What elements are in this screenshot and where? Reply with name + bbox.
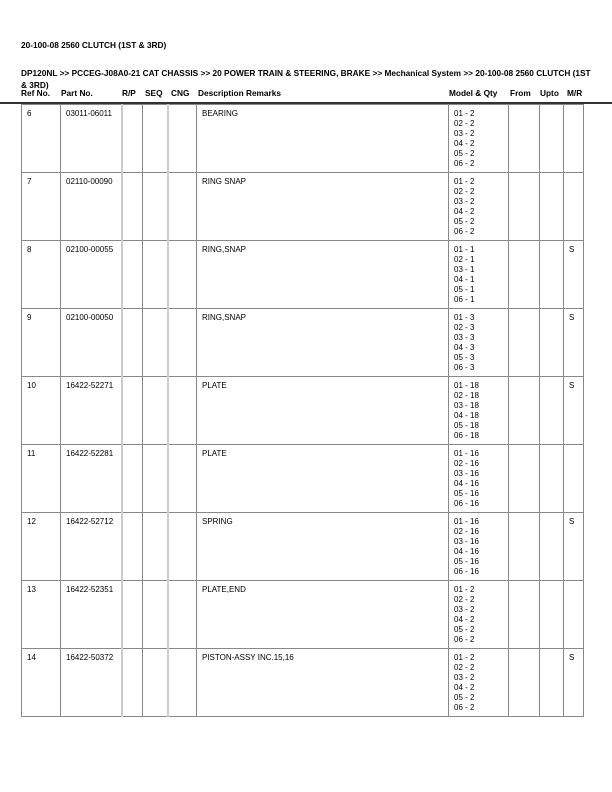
seq-cell xyxy=(143,513,168,581)
ref-cell: 14 xyxy=(22,649,61,717)
model-qty-line: 02 - 2 xyxy=(454,187,475,196)
mr-cell: S xyxy=(564,649,584,717)
model-qty-line: 02 - 2 xyxy=(454,663,475,672)
header-model: Model & Qty xyxy=(449,88,498,98)
model-qty-line: 02 - 16 xyxy=(454,459,479,468)
model-qty-line: 04 - 2 xyxy=(454,683,475,692)
rp-cell xyxy=(122,173,143,241)
description-cell: BEARING xyxy=(197,105,449,173)
from-cell xyxy=(509,377,540,445)
model-qty-line: 01 - 16 xyxy=(454,449,479,458)
header-rp: R/P xyxy=(122,88,136,98)
from-cell xyxy=(509,445,540,513)
model-qty-line: 01 - 1 xyxy=(454,245,475,254)
cng-cell xyxy=(168,581,197,649)
seq-cell xyxy=(143,105,168,173)
mr-cell: S xyxy=(564,513,584,581)
model-qty-line: 03 - 16 xyxy=(454,469,479,478)
model-qty-line: 01 - 16 xyxy=(454,517,479,526)
description-cell: PLATE xyxy=(197,445,449,513)
from-cell xyxy=(509,581,540,649)
part-no-cell: 02100-00050 xyxy=(61,309,122,377)
cng-cell xyxy=(168,309,197,377)
mr-cell: S xyxy=(564,309,584,377)
ref-cell: 9 xyxy=(22,309,61,377)
upto-cell xyxy=(540,445,564,513)
upto-cell xyxy=(540,241,564,309)
model-qty-line: 04 - 2 xyxy=(454,139,475,148)
mr-cell: S xyxy=(564,241,584,309)
seq-cell xyxy=(143,173,168,241)
rp-cell xyxy=(122,649,143,717)
model-qty-line: 06 - 2 xyxy=(454,227,475,236)
from-cell xyxy=(509,649,540,717)
model-qty-line: 03 - 18 xyxy=(454,401,479,410)
model-qty-line: 03 - 3 xyxy=(454,333,475,342)
table-row xyxy=(22,173,584,241)
mr-cell xyxy=(564,445,584,513)
upto-cell xyxy=(540,649,564,717)
part-no-cell: 03011-06011 xyxy=(61,105,122,173)
description-cell: PLATE xyxy=(197,377,449,445)
seq-cell xyxy=(143,241,168,309)
seq-cell xyxy=(143,309,168,377)
header-from: From xyxy=(510,88,531,98)
description-cell: PISTON-ASSY INC.15,16 xyxy=(197,649,449,717)
cng-cell xyxy=(168,445,197,513)
model-qty-line: 04 - 2 xyxy=(454,207,475,216)
model-qty-line: 01 - 2 xyxy=(454,653,475,662)
model-qty-line: 01 - 18 xyxy=(454,381,479,390)
upto-cell xyxy=(540,377,564,445)
model-qty-line: 05 - 2 xyxy=(454,217,475,226)
ref-cell: 8 xyxy=(22,241,61,309)
upto-cell xyxy=(540,309,564,377)
model-qty-line: 02 - 2 xyxy=(454,595,475,604)
model-qty-line: 05 - 2 xyxy=(454,625,475,634)
model-qty-line: 04 - 18 xyxy=(454,411,479,420)
header-cng: CNG xyxy=(171,88,190,98)
rp-cell xyxy=(122,309,143,377)
header-desc: Description Remarks xyxy=(198,88,282,98)
seq-cell xyxy=(143,377,168,445)
model-qty-cell xyxy=(449,581,509,649)
header-seq: SEQ xyxy=(145,88,163,98)
from-cell xyxy=(509,513,540,581)
header-upto: Upto xyxy=(540,88,559,98)
model-qty-line: 06 - 1 xyxy=(454,295,475,304)
model-qty-line: 04 - 1 xyxy=(454,275,475,284)
description-cell: SPRING xyxy=(197,513,449,581)
model-qty-line: 05 - 1 xyxy=(454,285,475,294)
description-cell: PLATE,END xyxy=(197,581,449,649)
model-qty-line: 03 - 2 xyxy=(454,605,475,614)
table-row xyxy=(22,649,584,717)
description-cell: RING SNAP xyxy=(197,173,449,241)
rp-cell xyxy=(122,581,143,649)
model-qty-line: 02 - 3 xyxy=(454,323,475,332)
table-row xyxy=(22,581,584,649)
model-qty-line: 01 - 2 xyxy=(454,109,475,118)
model-qty-line: 05 - 16 xyxy=(454,557,479,566)
seq-cell xyxy=(143,581,168,649)
model-qty-cell xyxy=(449,309,509,377)
model-qty-line: 02 - 2 xyxy=(454,119,475,128)
model-qty-line: 01 - 3 xyxy=(454,313,475,322)
table-row xyxy=(22,377,584,445)
model-qty-line: 02 - 1 xyxy=(454,255,475,264)
model-qty-line: 02 - 16 xyxy=(454,527,479,536)
upto-cell xyxy=(540,581,564,649)
model-qty-line: 03 - 2 xyxy=(454,129,475,138)
from-cell xyxy=(509,173,540,241)
model-qty-line: 03 - 2 xyxy=(454,197,475,206)
header-ref: Ref No. xyxy=(21,88,51,98)
model-qty-line: 04 - 16 xyxy=(454,547,479,556)
model-qty-cell xyxy=(449,241,509,309)
parts-table xyxy=(21,104,584,717)
table-row xyxy=(22,309,584,377)
mr-cell xyxy=(564,173,584,241)
from-cell xyxy=(509,241,540,309)
rp-cell xyxy=(122,445,143,513)
model-qty-line: 05 - 16 xyxy=(454,489,479,498)
from-cell xyxy=(509,105,540,173)
model-qty-line: 04 - 2 xyxy=(454,615,475,624)
model-qty-line: 05 - 2 xyxy=(454,149,475,158)
model-qty-cell xyxy=(449,513,509,581)
ref-cell: 13 xyxy=(22,581,61,649)
upto-cell xyxy=(540,173,564,241)
table-row xyxy=(22,241,584,309)
mr-cell: S xyxy=(564,377,584,445)
seq-cell xyxy=(143,649,168,717)
model-qty-cell xyxy=(449,377,509,445)
model-qty-line: 05 - 3 xyxy=(454,353,475,362)
model-qty-cell xyxy=(449,445,509,513)
part-no-cell: 02100-00055 xyxy=(61,241,122,309)
rp-cell xyxy=(122,241,143,309)
model-qty-line: 01 - 2 xyxy=(454,177,475,186)
model-qty-line: 04 - 16 xyxy=(454,479,479,488)
model-qty-line: 03 - 2 xyxy=(454,673,475,682)
cng-cell xyxy=(168,241,197,309)
model-qty-cell xyxy=(449,105,509,173)
ref-cell: 12 xyxy=(22,513,61,581)
rp-cell xyxy=(122,513,143,581)
breadcrumb: DP120NL >> PCCEG-J08A0-21 CAT CHASSIS >> 20 POWER TRAIN & STEERING, BRAKE >> Mechanical System >> 20-100-08 2560 CLUTCH (1ST & 3RD) xyxy=(21,68,591,90)
header-mr: M/R xyxy=(567,88,583,98)
model-qty-line: 06 - 16 xyxy=(454,499,479,508)
model-qty-line: 05 - 2 xyxy=(454,693,475,702)
table-row xyxy=(22,105,584,173)
model-qty-line: 03 - 1 xyxy=(454,265,475,274)
from-cell xyxy=(509,309,540,377)
table-row xyxy=(22,513,584,581)
model-qty-line: 05 - 18 xyxy=(454,421,479,430)
ref-cell: 10 xyxy=(22,377,61,445)
model-qty-line: 06 - 2 xyxy=(454,635,475,644)
rp-cell xyxy=(122,105,143,173)
ref-cell: 6 xyxy=(22,105,61,173)
model-qty-line: 03 - 16 xyxy=(454,537,479,546)
mr-cell xyxy=(564,105,584,173)
cng-cell xyxy=(168,105,197,173)
seq-cell xyxy=(143,445,168,513)
upto-cell xyxy=(540,513,564,581)
model-qty-line: 06 - 2 xyxy=(454,159,475,168)
model-qty-cell xyxy=(449,649,509,717)
part-no-cell: 16422-52271 xyxy=(61,377,122,445)
part-no-cell: 02110-00090 xyxy=(61,173,122,241)
model-qty-line: 02 - 18 xyxy=(454,391,479,400)
cng-cell xyxy=(168,377,197,445)
cng-cell xyxy=(168,173,197,241)
part-no-cell: 16422-52281 xyxy=(61,445,122,513)
rp-cell xyxy=(122,377,143,445)
part-no-cell: 16422-50372 xyxy=(61,649,122,717)
mr-cell xyxy=(564,581,584,649)
cng-cell xyxy=(168,649,197,717)
upto-cell xyxy=(540,105,564,173)
model-qty-line: 01 - 2 xyxy=(454,585,475,594)
model-qty-cell xyxy=(449,173,509,241)
model-qty-line: 06 - 2 xyxy=(454,703,475,712)
description-cell: RING,SNAP xyxy=(197,309,449,377)
model-qty-line: 06 - 3 xyxy=(454,363,475,372)
model-qty-line: 06 - 18 xyxy=(454,431,479,440)
description-cell: RING,SNAP xyxy=(197,241,449,309)
model-qty-line: 06 - 16 xyxy=(454,567,479,576)
ref-cell: 11 xyxy=(22,445,61,513)
header-part: Part No. xyxy=(61,88,93,98)
page-title: 20-100-08 2560 CLUTCH (1ST & 3RD) xyxy=(21,40,167,50)
part-no-cell: 16422-52712 xyxy=(61,513,122,581)
cng-cell xyxy=(168,513,197,581)
ref-cell: 7 xyxy=(22,173,61,241)
part-no-cell: 16422-52351 xyxy=(61,581,122,649)
model-qty-line: 04 - 3 xyxy=(454,343,475,352)
table-row xyxy=(22,445,584,513)
